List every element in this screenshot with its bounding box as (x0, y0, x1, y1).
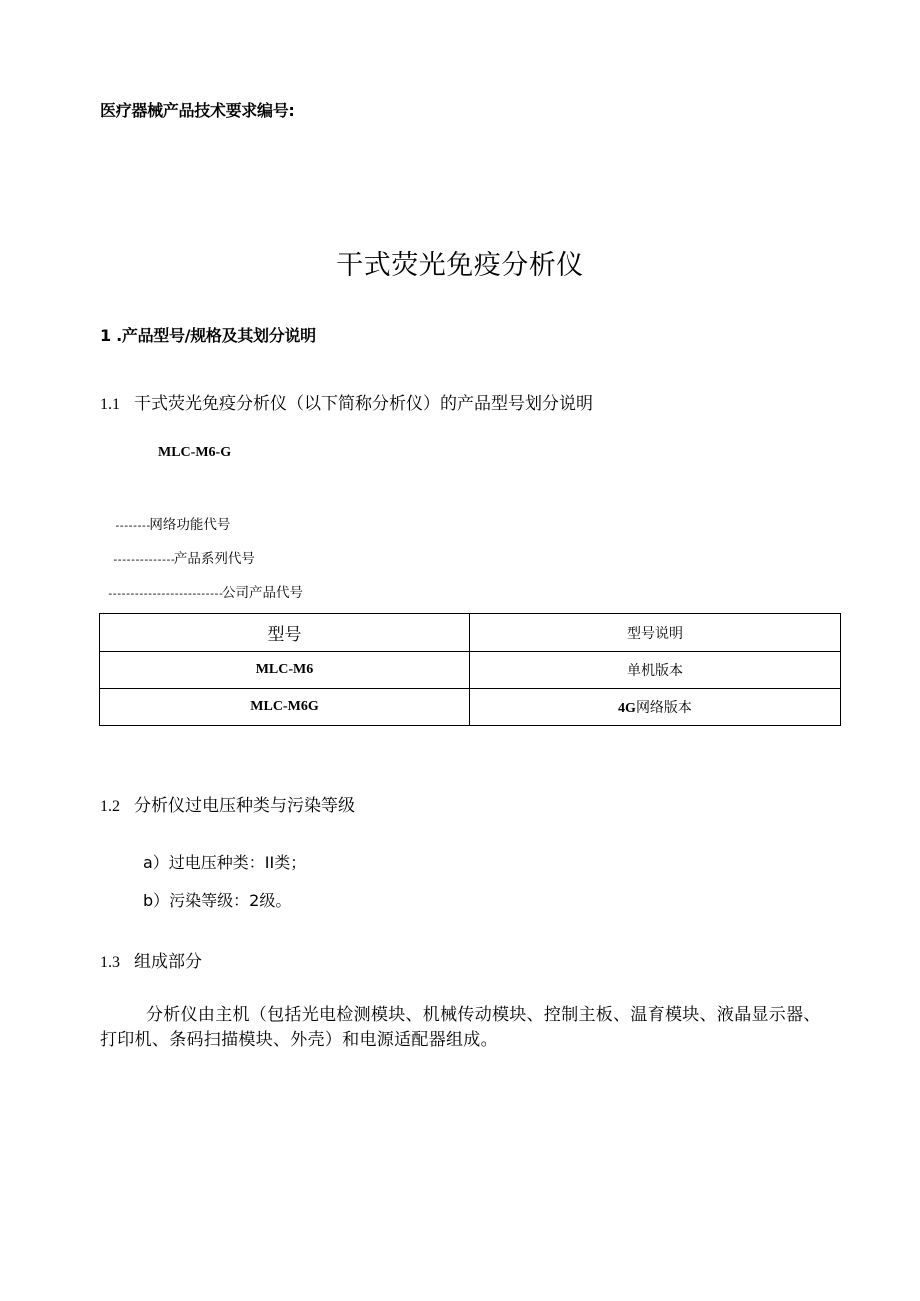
legend-label: 网络功能代号 (149, 517, 231, 533)
table-row (100, 652, 841, 689)
section-number: 1.2 (100, 798, 120, 815)
section-title: 干式荧光免疫分析仪（以下简称分析仪）的产品型号划分说明 (134, 394, 593, 414)
section-title: 分析仪过电压种类与污染等级 (134, 796, 355, 816)
composition-paragraph: 分析仪由主机（包括光电检测模块、机械传动模块、控制主板、温育模块、液晶显示器、打印机、条码扫描模块、外壳）和电源适配器组成。 (100, 1005, 821, 1050)
table-row (100, 689, 841, 726)
table-cell-model: MLC-M6G (100, 689, 470, 726)
model-code: MLC-M6-G (158, 445, 232, 460)
table-header-row (100, 614, 841, 652)
section-number: 1.1 (100, 396, 120, 413)
section-title: 组成部分 (134, 952, 202, 972)
table-cell-description (470, 689, 841, 726)
table-cell-description (470, 652, 841, 689)
document-title: 干式荧光免疫分析仪 (336, 250, 584, 281)
section-1-heading: 1 .产品型号/规格及其划分说明 (100, 326, 316, 345)
model-table (99, 613, 841, 726)
legend-item-series (112, 547, 255, 567)
table-cell-model: MLC-M6 (100, 652, 470, 689)
section-number: 1.3 (100, 954, 120, 971)
legend-dashes: -------------- (112, 553, 174, 566)
list-item: a）过电压种类：II类； (143, 853, 307, 872)
table-header-description: 型号说明 (470, 614, 841, 652)
legend-dashes: -------------------------- (107, 587, 222, 600)
legend-item-company (107, 581, 303, 601)
description-text: 单机版本 (627, 663, 683, 679)
description-text: 网络版本 (635, 700, 692, 716)
table-header-model: 型号 (100, 614, 470, 652)
description-prefix: 4G (618, 701, 636, 716)
legend-dashes: -------- (114, 519, 150, 532)
legend-label: 公司产品代号 (222, 585, 303, 601)
section-1-1-heading (100, 389, 593, 414)
legend-item-network (114, 513, 230, 533)
legend-label: 产品系列代号 (173, 551, 255, 567)
section-1-2-heading (100, 791, 355, 816)
section-1-3-heading (100, 947, 202, 972)
list-item: b）污染等级：2级。 (143, 891, 292, 910)
document-code-label: 医疗器械产品技术要求编号: (100, 101, 295, 120)
